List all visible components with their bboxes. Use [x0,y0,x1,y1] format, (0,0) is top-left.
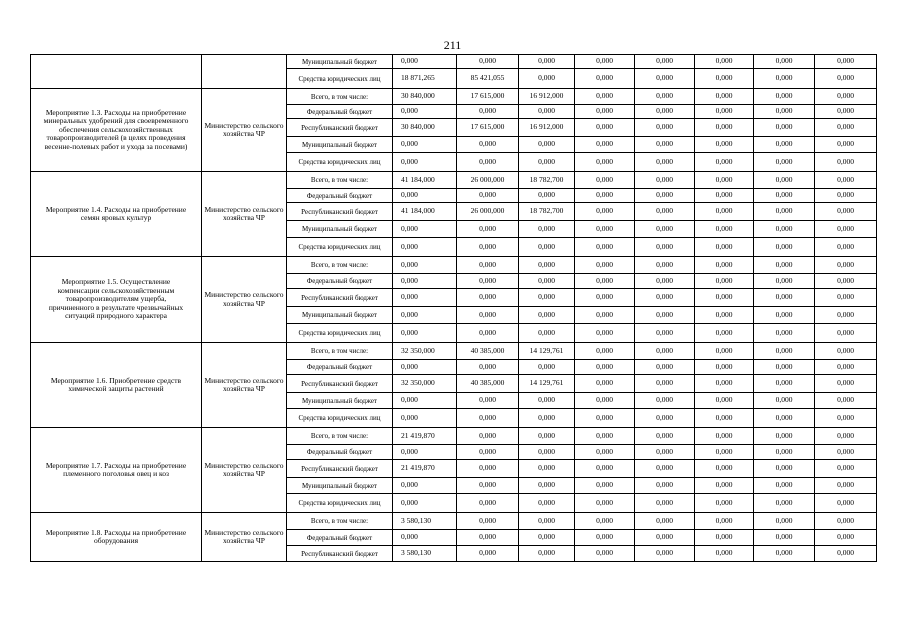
funding-source-cell: Муниципальный бюджет [287,478,393,494]
value-cell: 0,000 [754,105,815,119]
value-cell: 0,000 [635,494,695,513]
value-cell: 0,000 [393,530,457,546]
value-cell: 0,000 [457,494,519,513]
value-cell: 0,000 [519,530,575,546]
funding-source-cell: Республиканский бюджет [287,460,393,478]
value-cell: 0,000 [457,530,519,546]
value-cell: 0,000 [519,137,575,153]
value-cell: 0,000 [457,221,519,238]
value-cell: 18 782,700 [519,203,575,221]
value-cell: 21 419,870 [393,460,457,478]
value-cell: 0,000 [393,55,457,69]
value-cell: 85 421,055 [457,69,519,89]
value-cell: 0,000 [754,375,815,393]
value-cell: 0,000 [635,324,695,343]
value-cell: 0,000 [519,393,575,409]
value-cell: 0,000 [754,393,815,409]
value-cell: 0,000 [519,289,575,307]
value-cell: 0,000 [815,360,877,375]
value-cell: 18 782,700 [519,172,575,189]
value-cell: 0,000 [635,189,695,203]
funding-source-cell: Муниципальный бюджет [287,307,393,324]
funding-source-cell: Муниципальный бюджет [287,393,393,409]
value-cell: 0,000 [695,238,754,257]
value-cell: 0,000 [519,513,575,530]
value-cell: 0,000 [754,69,815,89]
value-cell: 0,000 [695,478,754,494]
value-cell: 0,000 [815,324,877,343]
value-cell: 0,000 [575,530,635,546]
value-cell: 0,000 [575,460,635,478]
value-cell: 0,000 [695,324,754,343]
value-cell: 0,000 [815,494,877,513]
value-cell: 0,000 [754,221,815,238]
value-cell: 0,000 [519,360,575,375]
value-cell: 0,000 [575,238,635,257]
value-cell: 0,000 [457,478,519,494]
funding-source-cell: Всего, в том числе: [287,89,393,105]
value-cell: 0,000 [575,257,635,274]
value-cell: 0,000 [695,172,754,189]
value-cell: 0,000 [815,409,877,428]
value-cell: 0,000 [695,69,754,89]
value-cell: 0,000 [695,530,754,546]
value-cell: 0,000 [457,513,519,530]
activity-cell: Мероприятие 1.8. Расходы на приобретение оборудования [31,513,202,562]
value-cell: 0,000 [815,189,877,203]
value-cell: 0,000 [754,55,815,69]
activity-cell: Мероприятие 1.4. Расходы на приобретение семян яровых культур [31,172,202,257]
value-cell: 0,000 [393,409,457,428]
value-cell: 0,000 [695,546,754,562]
value-cell: 0,000 [815,238,877,257]
value-cell: 0,000 [575,546,635,562]
value-cell: 0,000 [575,221,635,238]
value-cell: 0,000 [575,478,635,494]
value-cell: 0,000 [575,55,635,69]
value-cell: 0,000 [519,189,575,203]
value-cell: 0,000 [575,274,635,289]
table-row [31,89,877,105]
value-cell: 0,000 [815,274,877,289]
value-cell: 0,000 [695,89,754,105]
funding-source-cell: Всего, в том числе: [287,343,393,360]
value-cell: 0,000 [695,428,754,445]
value-cell: 41 184,000 [393,172,457,189]
table-row [31,343,877,360]
value-cell: 0,000 [457,360,519,375]
value-cell: 0,000 [815,119,877,137]
value-cell: 0,000 [695,119,754,137]
value-cell: 0,000 [519,478,575,494]
value-cell: 0,000 [754,478,815,494]
value-cell: 0,000 [635,445,695,460]
funding-source-cell: Средства юридических лиц [287,153,393,172]
funding-source-cell: Республиканский бюджет [287,289,393,307]
value-cell: 0,000 [575,289,635,307]
value-cell: 0,000 [695,494,754,513]
value-cell: 0,000 [393,137,457,153]
value-cell: 0,000 [815,153,877,172]
value-cell: 0,000 [695,153,754,172]
activity-cell: Мероприятие 1.7. Расходы на приобретение племенного поголовья овец и коз [31,428,202,513]
funding-source-cell: Республиканский бюджет [287,119,393,137]
value-cell: 0,000 [457,55,519,69]
activity-cell: Мероприятие 1.3. Расходы на приобретение минеральных удобрений для своевременного обеспечения сельскохозяйственных товаропроизводителей (в целях проведения весенне-полевых работ и ухода за посевами) [31,89,202,172]
value-cell: 0,000 [754,289,815,307]
value-cell: 0,000 [695,375,754,393]
value-cell: 0,000 [393,257,457,274]
value-cell: 0,000 [815,343,877,360]
executor-cell: Министерство сельского хозяйства ЧР [202,257,287,343]
value-cell: 0,000 [754,428,815,445]
value-cell: 0,000 [519,55,575,69]
value-cell: 32 350,000 [393,375,457,393]
value-cell: 0,000 [695,137,754,153]
value-cell: 0,000 [575,428,635,445]
value-cell: 0,000 [695,55,754,69]
funding-source-cell: Всего, в том числе: [287,257,393,274]
value-cell: 40 385,000 [457,375,519,393]
value-cell: 0,000 [457,153,519,172]
value-cell: 0,000 [695,105,754,119]
value-cell: 0,000 [815,445,877,460]
value-cell: 0,000 [815,137,877,153]
value-cell: 0,000 [575,513,635,530]
value-cell: 0,000 [519,324,575,343]
value-cell: 41 184,000 [393,203,457,221]
value-cell: 0,000 [575,189,635,203]
value-cell: 0,000 [575,307,635,324]
value-cell: 0,000 [635,289,695,307]
value-cell: 0,000 [815,289,877,307]
executor-cell: Министерство сельского хозяйства ЧР [202,172,287,257]
value-cell: 0,000 [695,393,754,409]
value-cell: 30 840,000 [393,89,457,105]
executor-cell [202,55,287,89]
value-cell: 0,000 [635,375,695,393]
value-cell: 0,000 [754,513,815,530]
value-cell: 0,000 [519,153,575,172]
table-row [31,428,877,445]
value-cell: 0,000 [519,546,575,562]
value-cell: 0,000 [635,546,695,562]
value-cell: 0,000 [815,460,877,478]
value-cell: 0,000 [695,343,754,360]
value-cell: 0,000 [635,137,695,153]
value-cell: 0,000 [754,546,815,562]
value-cell: 0,000 [575,360,635,375]
value-cell: 0,000 [815,221,877,238]
value-cell: 0,000 [754,445,815,460]
value-cell: 0,000 [635,530,695,546]
funding-source-cell: Республиканский бюджет [287,375,393,393]
value-cell: 30 840,000 [393,119,457,137]
funding-source-cell: Федеральный бюджет [287,360,393,375]
value-cell: 0,000 [815,203,877,221]
value-cell: 0,000 [457,274,519,289]
funding-source-cell: Средства юридических лиц [287,69,393,89]
funding-source-cell: Всего, в том числе: [287,172,393,189]
value-cell: 0,000 [815,55,877,69]
value-cell: 0,000 [635,360,695,375]
value-cell: 0,000 [519,69,575,89]
value-cell: 0,000 [457,307,519,324]
value-cell: 0,000 [635,203,695,221]
executor-cell: Министерство сельского хозяйства ЧР [202,513,287,562]
value-cell: 0,000 [575,203,635,221]
value-cell: 0,000 [815,69,877,89]
funding-source-cell: Всего, в том числе: [287,513,393,530]
value-cell: 14 129,761 [519,343,575,360]
value-cell: 0,000 [754,238,815,257]
value-cell: 0,000 [519,494,575,513]
value-cell: 0,000 [635,221,695,238]
funding-source-cell: Муниципальный бюджет [287,55,393,69]
value-cell: 0,000 [457,428,519,445]
value-cell: 0,000 [457,546,519,562]
funding-source-cell: Средства юридических лиц [287,409,393,428]
value-cell: 0,000 [815,530,877,546]
value-cell: 0,000 [695,445,754,460]
funding-source-cell: Федеральный бюджет [287,189,393,203]
value-cell: 0,000 [519,257,575,274]
value-cell: 0,000 [695,289,754,307]
value-cell: 0,000 [754,343,815,360]
activity-cell [31,55,202,89]
value-cell: 0,000 [695,460,754,478]
table-row [31,257,877,274]
value-cell: 0,000 [815,257,877,274]
value-cell: 0,000 [575,137,635,153]
value-cell: 0,000 [457,460,519,478]
value-cell: 0,000 [754,409,815,428]
value-cell: 0,000 [393,393,457,409]
value-cell: 0,000 [695,203,754,221]
value-cell: 0,000 [695,189,754,203]
value-cell: 0,000 [815,307,877,324]
value-cell: 0,000 [519,460,575,478]
value-cell: 0,000 [393,221,457,238]
value-cell: 0,000 [635,478,695,494]
value-cell: 0,000 [754,274,815,289]
value-cell: 0,000 [575,393,635,409]
value-cell: 0,000 [457,137,519,153]
value-cell: 0,000 [393,153,457,172]
value-cell: 32 350,000 [393,343,457,360]
value-cell: 0,000 [635,257,695,274]
value-cell: 0,000 [393,494,457,513]
value-cell: 0,000 [457,238,519,257]
value-cell: 0,000 [754,137,815,153]
executor-cell: Министерство сельского хозяйства ЧР [202,89,287,172]
value-cell: 0,000 [754,494,815,513]
value-cell: 14 129,761 [519,375,575,393]
funding-source-cell: Федеральный бюджет [287,445,393,460]
value-cell: 0,000 [754,172,815,189]
funding-source-cell: Муниципальный бюджет [287,137,393,153]
table-row [31,55,877,69]
value-cell: 0,000 [575,153,635,172]
value-cell: 0,000 [519,105,575,119]
value-cell: 0,000 [635,274,695,289]
value-cell: 0,000 [519,409,575,428]
value-cell: 3 580,130 [393,546,457,562]
page-number: 211 [443,38,462,52]
value-cell: 0,000 [519,428,575,445]
value-cell: 0,000 [815,513,877,530]
value-cell: 0,000 [635,409,695,428]
value-cell: 0,000 [635,307,695,324]
value-cell: 21 419,870 [393,428,457,445]
value-cell: 26 000,000 [457,172,519,189]
table-row [31,172,877,189]
value-cell: 0,000 [519,445,575,460]
value-cell: 0,000 [575,89,635,105]
value-cell: 0,000 [754,203,815,221]
value-cell: 0,000 [575,119,635,137]
value-cell: 0,000 [575,375,635,393]
value-cell: 16 912,000 [519,119,575,137]
value-cell: 0,000 [815,172,877,189]
value-cell: 0,000 [635,393,695,409]
value-cell: 0,000 [457,105,519,119]
value-cell: 0,000 [575,343,635,360]
value-cell: 0,000 [393,445,457,460]
value-cell: 0,000 [754,153,815,172]
value-cell: 0,000 [393,360,457,375]
activity-cell: Мероприятие 1.5. Осуществление компенсации сельскохозяйственным товаропроизводителям ущерба, причиненного в результате чрезвычайных ситуаций природного характера [31,257,202,343]
value-cell: 0,000 [815,105,877,119]
funding-source-cell: Федеральный бюджет [287,530,393,546]
value-cell: 0,000 [695,221,754,238]
value-cell: 0,000 [393,105,457,119]
funding-source-cell: Республиканский бюджет [287,546,393,562]
funding-source-cell: Всего, в том числе: [287,428,393,445]
value-cell: 0,000 [754,460,815,478]
funding-source-cell: Муниципальный бюджет [287,221,393,238]
value-cell: 17 615,000 [457,89,519,105]
value-cell: 0,000 [519,274,575,289]
value-cell: 0,000 [695,274,754,289]
value-cell: 0,000 [635,119,695,137]
value-cell: 0,000 [695,409,754,428]
value-cell: 0,000 [695,307,754,324]
value-cell: 3 580,130 [393,513,457,530]
value-cell: 40 385,000 [457,343,519,360]
value-cell: 0,000 [575,105,635,119]
value-cell: 0,000 [754,360,815,375]
value-cell: 0,000 [635,238,695,257]
value-cell: 0,000 [393,478,457,494]
executor-cell: Министерство сельского хозяйства ЧР [202,428,287,513]
funding-source-cell: Средства юридических лиц [287,494,393,513]
value-cell: 0,000 [393,238,457,257]
value-cell: 0,000 [575,69,635,89]
value-cell: 0,000 [635,69,695,89]
funding-source-cell: Федеральный бюджет [287,105,393,119]
value-cell: 0,000 [635,428,695,445]
activity-cell: Мероприятие 1.6. Приобретение средств химической защиты растений [31,343,202,428]
value-cell: 0,000 [575,172,635,189]
value-cell: 16 912,000 [519,89,575,105]
value-cell: 0,000 [575,494,635,513]
budget-table [30,54,877,562]
value-cell: 0,000 [575,445,635,460]
value-cell: 0,000 [635,153,695,172]
value-cell: 0,000 [635,513,695,530]
value-cell: 0,000 [635,460,695,478]
value-cell: 0,000 [754,530,815,546]
value-cell: 0,000 [635,55,695,69]
value-cell: 0,000 [519,221,575,238]
value-cell: 0,000 [457,445,519,460]
value-cell: 0,000 [635,105,695,119]
funding-source-cell: Федеральный бюджет [287,274,393,289]
value-cell: 0,000 [754,119,815,137]
funding-source-cell: Республиканский бюджет [287,203,393,221]
value-cell: 0,000 [393,274,457,289]
value-cell: 0,000 [695,360,754,375]
value-cell: 0,000 [393,324,457,343]
value-cell: 0,000 [457,324,519,343]
funding-source-cell: Средства юридических лиц [287,324,393,343]
value-cell: 0,000 [754,189,815,203]
value-cell: 0,000 [754,257,815,274]
value-cell: 0,000 [815,393,877,409]
value-cell: 0,000 [393,189,457,203]
value-cell: 0,000 [575,409,635,428]
table-body [31,55,877,562]
value-cell: 0,000 [754,89,815,105]
value-cell: 0,000 [519,238,575,257]
value-cell: 0,000 [393,289,457,307]
value-cell: 0,000 [695,257,754,274]
value-cell: 0,000 [815,478,877,494]
value-cell: 0,000 [457,289,519,307]
value-cell: 0,000 [457,393,519,409]
value-cell: 0,000 [815,375,877,393]
value-cell: 0,000 [393,307,457,324]
funding-source-cell: Средства юридических лиц [287,238,393,257]
value-cell: 0,000 [457,189,519,203]
value-cell: 0,000 [815,89,877,105]
value-cell: 0,000 [754,307,815,324]
table-row [31,513,877,530]
value-cell: 0,000 [695,513,754,530]
value-cell: 0,000 [457,409,519,428]
executor-cell: Министерство сельского хозяйства ЧР [202,343,287,428]
value-cell: 26 000,000 [457,203,519,221]
value-cell: 17 615,000 [457,119,519,137]
value-cell: 0,000 [635,343,695,360]
value-cell: 0,000 [575,324,635,343]
value-cell: 0,000 [519,307,575,324]
value-cell: 0,000 [635,172,695,189]
value-cell: 0,000 [754,324,815,343]
value-cell: 18 871,265 [393,69,457,89]
value-cell: 0,000 [457,257,519,274]
value-cell: 0,000 [815,428,877,445]
value-cell: 0,000 [635,89,695,105]
value-cell: 0,000 [815,546,877,562]
